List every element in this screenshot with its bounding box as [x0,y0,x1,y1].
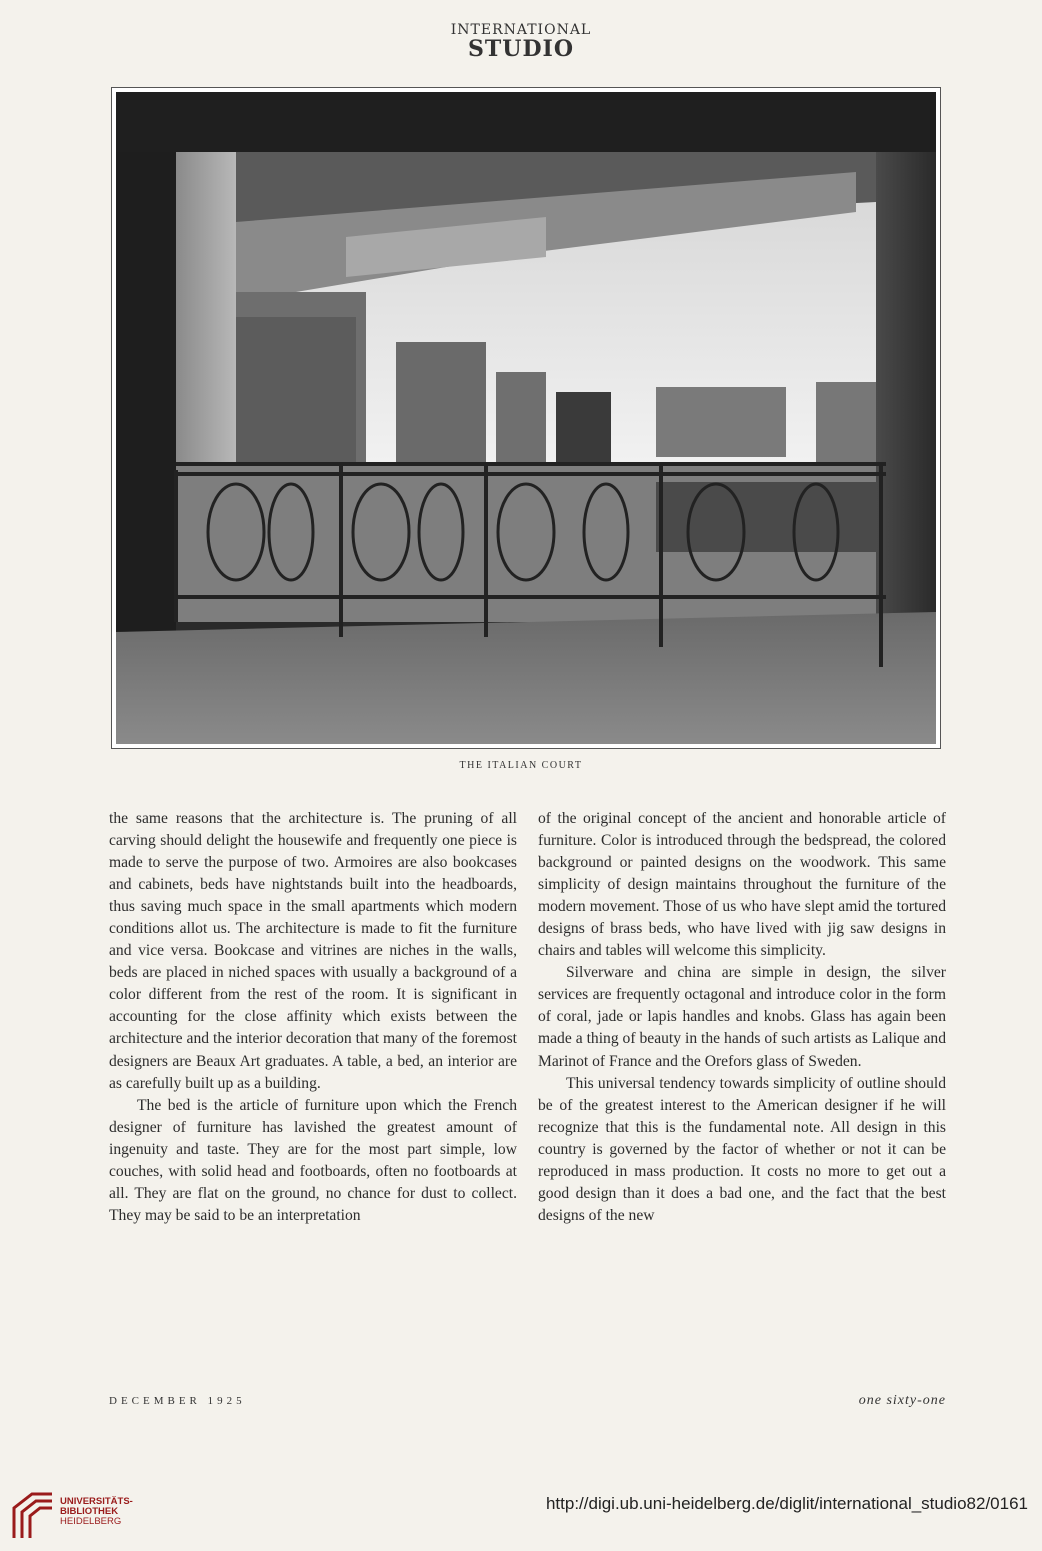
library-logo-icon [8,1490,58,1542]
library-line1: UNIVERSITÄTS- [60,1496,133,1507]
library-line3: HEIDELBERG [60,1516,122,1527]
figure-caption: THE ITALIAN COURT [459,760,583,771]
masthead [0,22,1042,62]
photo-frame [111,87,941,749]
paragraph: This universal tendency towards simplicity of outline should be of the greatest interest to the American designer if he will recognize that this is the fundamental note. All design in this country is governed by the factor of whether or not it can be reproduced in mass production. It costs no more to get out a good design than it does a bad one, and the fact that the best designs of the new [538,1074,946,1224]
source-url[interactable]: http://digi.ub.uni-heidelberg.de/diglit/international_studio82/0161 [545,1494,1028,1513]
masthead-line1: INTERNATIONAL [450,22,592,38]
paragraph: of the original concept of the ancient and honorable article of furniture. Color is introduced through the bedspread, the colored background or painted designs on the woodwork. This same simplicity of design maintains throughout the furniture of the modern movement. Those of us who have slept amid the tortured designs of brass beds, who have lived with jig saw designs in chairs and tables will welcome this simplicity. [538,810,946,960]
library-name [60,1497,133,1527]
italian-court-photo [116,92,936,744]
footer-date: DECEMBER 1925 [109,1395,246,1407]
page-number: one sixty-one [858,1393,946,1408]
paragraph: Silverware and china are simple in design, the silver services are frequently octagonal and introduce color in the form of coral, jade or lapis handles and knobs. Glass has again been made a thing of beauty in the hands of such artists as Lalique and Marinot of France and the Orefors glass of Sweden. [538,964,946,1070]
left-column [109,808,517,1227]
masthead-line2: STUDIO [468,36,574,62]
library-line2: BIBLIOTHEK [60,1506,119,1517]
right-column [538,808,946,1227]
paragraph: the same reasons that the architecture is. The pruning of all carving should delight the housewife and frequently one piece is made to serve the purpose of two. Armoires are also bookcases and cabinets, beds have nightstands built into the headboards, thus saving much space in the small apartments which modern conditions allot us. The architecture is made to fit the furniture and vice versa. Bookcase and vitrines are niches in the walls, beds are placed in niched spaces with usually a background of a color different from the rest of the room. It is significant in accounting for the close affinity which exists between the architecture and the interior decoration that many of the foremost designers are Beaux Art graduates. A table, a bed, an interior are as carefully built up as a building. [109,810,517,1092]
paragraph: The bed is the article of furniture upon which the French designer of furniture has lavished the greatest amount of ingenuity and taste. They are for the most part simple, low couches, with solid head and footboards, often no footboards at all. They are flat on the ground, no chance for dust to collect. They may be said to be an interpretation [109,1096,517,1224]
